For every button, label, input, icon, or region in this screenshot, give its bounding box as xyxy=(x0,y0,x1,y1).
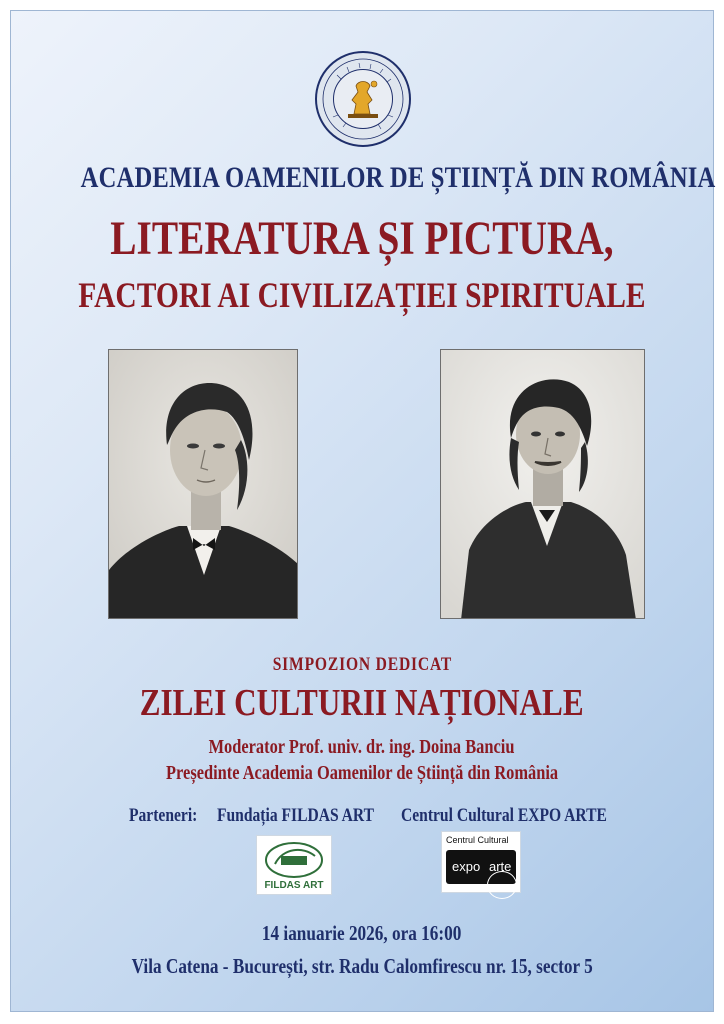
portrait-left xyxy=(108,349,298,619)
academy-seal-icon xyxy=(315,51,411,147)
partner-fildas: Fundația FILDAS ART xyxy=(217,805,375,826)
organization-name: ACADEMIA OAMENILOR DE ȘTIINȚĂ DIN ROMÂNIA xyxy=(80,161,716,194)
moderator: Moderator Prof. univ. dr. ing. Doina Banciu xyxy=(209,736,515,758)
expo-logo-circle-icon xyxy=(487,871,517,899)
fildas-logo-text: FILDAS ART xyxy=(264,880,324,891)
moderator-role: Președinte Academia Oamenilor de Știință din România xyxy=(165,762,559,784)
event-subtitle: SIMPOZION DEDICAT xyxy=(272,654,452,675)
fildas-logo-icon xyxy=(257,838,331,882)
expo-logo-left-text: expo xyxy=(452,859,481,874)
expo-logo-top-text: Centrul Cultural xyxy=(446,835,509,845)
title-line-2: FACTORI AI CIVILIZAȚIEI SPIRITUALE xyxy=(78,275,646,315)
portrait-photo-icon xyxy=(109,350,298,619)
seal-center xyxy=(333,69,393,129)
event-date: 14 ianuarie 2026, ora 16:00 xyxy=(262,921,462,945)
expo-arte-logo xyxy=(441,831,521,893)
poster xyxy=(10,10,714,1012)
event-title: ZILEI CULTURII NAȚIONALE xyxy=(140,682,584,724)
portrait-right xyxy=(440,349,645,619)
expo-logo-right-text: arte xyxy=(489,859,512,874)
title-line-1: LITERATURA ȘI PICTURA, xyxy=(110,212,614,265)
portrait-photo-icon xyxy=(441,350,645,619)
partner-expo-arte: Centrul Cultural EXPO ARTE xyxy=(401,805,607,826)
event-venue: Vila Catena - București, str. Radu Calomfirescu nr. 15, sector 5 xyxy=(131,954,593,978)
partners-label: Parteneri: xyxy=(129,805,198,826)
fildas-logo xyxy=(256,835,332,895)
